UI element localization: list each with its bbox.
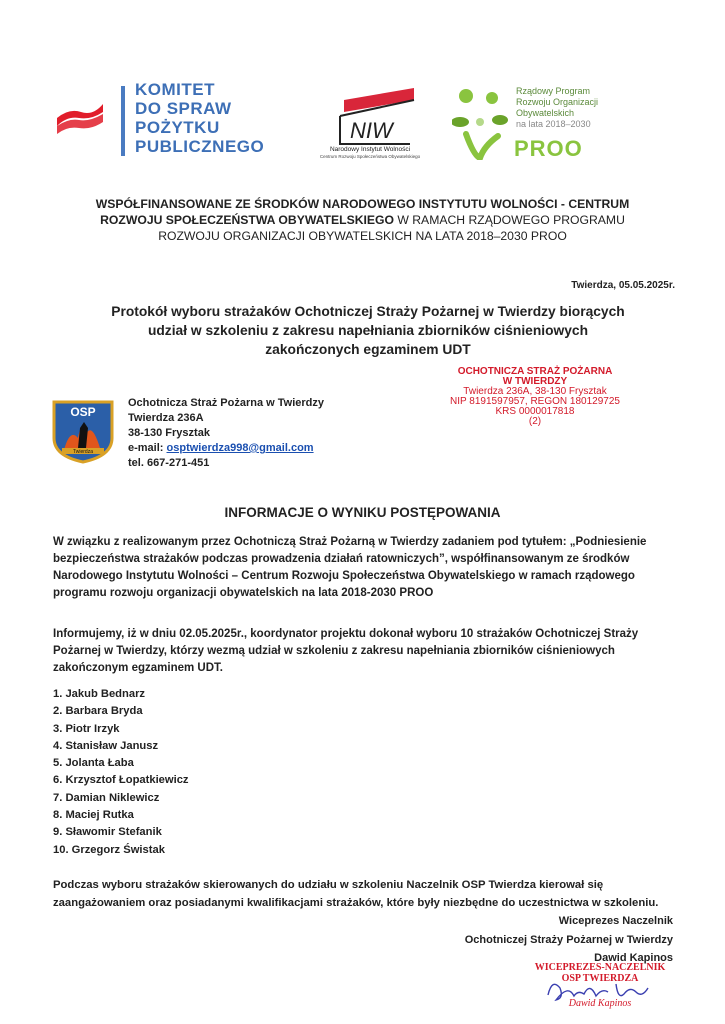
list-item: 1. Jakub Bednarz (53, 688, 146, 700)
osp-badge-town: Twierdza (72, 449, 94, 455)
cofinancing-bold: WSPÓŁFINANSOWANE ZE ŚRODKÓW NARODOWEGO INSTYTUTU WOLNOŚCI - CENTRUM ROZWOJU SPOŁECZEŃSTWA OBYWATELSKIEGO (95, 197, 630, 227)
handwritten-signature (538, 970, 658, 1010)
signatory-name: Dawid Kapinos (594, 952, 673, 964)
kpp-line-2: DO SPRAW (135, 99, 232, 118)
osp-name: Ochotnicza Straż Pożarna w Twierdzy (128, 397, 325, 409)
stamp2-line-3: Dawid Kapinos (568, 998, 632, 1009)
proo-line-4: na lata 2018–2030 (516, 119, 591, 129)
osp-badge-icon (50, 398, 116, 464)
kpp-line-3: POŻYTKU (135, 118, 220, 137)
section-heading: INFORMACJE O WYNIKU POSTĘPOWANIA (224, 505, 501, 520)
osp-street: Twierdza 236A (128, 412, 204, 424)
participants-list (53, 686, 189, 859)
signatory-org: Ochotniczej Straży Pożarnej w Twierdzy (464, 933, 673, 946)
kpp-divider (121, 86, 125, 156)
closing-paragraph: Podczas wyboru strażaków skierowanych do udziału w szkoleniu Naczelnik OSP Twierdza kierował się zaangażowaniem oraz posiadanymi kwalifikacjami strażaków, które były niezbędne do uczestnictwa w szkoleniu. (53, 879, 659, 909)
osp-phone: tel. 667-271-451 (128, 457, 210, 469)
stamp-line-5: KRS 0000017818 (495, 406, 575, 417)
proo-mark: PROO (514, 136, 583, 161)
stamp-line-1: OCHOTNICZA STRAŻ POŻARNA (457, 366, 613, 377)
proo-line-3: Obywatelskich (516, 108, 575, 118)
signatory-role: Wiceprezes Naczelnik (558, 915, 673, 927)
stamp-line-3: Twierdza 236A, 38-130 Frysztak (463, 386, 607, 397)
niw-logo (330, 86, 418, 146)
niw-caption: Narodowy Instytut Wolności (329, 146, 411, 153)
kpp-line-4: PUBLICZNEGO (135, 137, 265, 156)
email-link[interactable]: osptwierdza998@gmail.com (166, 442, 314, 454)
stamp-line-2: W TWIERDZY (502, 376, 568, 387)
osp-badge-label: OSP (70, 405, 96, 419)
protocol-title: Protokół wyboru strażaków Ochotniczej Straży Pożarnej w Twierdzy biorących udział w szkoleniu z zakresu napełniania zbiorników ciśnieniowych zakończonych egzaminem UDT (111, 304, 625, 357)
osp-city: 38-130 Frysztak (128, 427, 210, 439)
stamp-line-6: (2) (528, 416, 542, 427)
polish-flag-icon (55, 100, 105, 136)
list-item: 4. Stanisław Janusz (53, 739, 159, 752)
list-item: 10. Grzegorz Świstak (53, 843, 165, 856)
proo-line-1: Rządowy Program (516, 86, 591, 96)
email-label: e-mail: (128, 442, 167, 454)
list-item: 8. Maciej Rutka (53, 809, 134, 822)
list-item: 6. Krzysztof Łopatkiewicz (53, 774, 189, 787)
osp-contact-block (128, 396, 324, 471)
paragraph-intro: W związku z realizowanym przez Ochotniczą Straż Pożarną w Twierdzy zadaniem pod tytułem: „Podniesienie bezpieczeństwa strażaków podczas prowadzenia działań ratowniczych”, współfinansowanym ze środków Narodowego Instytutu Wolności – Centrum Rozwoju Społeczeństwa Obywatelskiego w ramach rządowego programu rozwoju organizacji obywatelskich na lata 2018-2030 PROO (53, 536, 647, 599)
proo-program-text (516, 86, 598, 130)
list-item: 3. Piotr Irzyk (53, 722, 120, 735)
niw-subcaption: Centrum Rozwoju Społeczeństwa Obywatelskiego (319, 154, 421, 159)
proo-line-2: Rozwoju Organizacji (516, 97, 599, 107)
osp-stamp (425, 367, 645, 427)
document-date: Twierdza, 05.05.2025r. (571, 280, 675, 291)
stamp2-line-1: WICEPREZES-NACZELNIK (534, 962, 666, 973)
cofinancing-normal: W RAMACH RZĄDOWEGO PROGRAMU ROZWOJU ORGANIZACJI OBYWATELSKICH NA LATA 2018–2030 PROO (158, 213, 625, 243)
proo-flower-icon (452, 86, 508, 160)
kpp-line-1: KOMITET (135, 80, 215, 99)
niw-mark: NIW (350, 118, 393, 143)
paragraph-selection: Informujemy, iż w dniu 02.05.2025r., koordynator projektu dokonał wyboru 10 strażaków Ochotniczej Straży Pożarnej w Twierdzy, którzy wezmą udział w szkoleniu z zakresu napełniania zbiorników ciśnieniowych zakończonym egzaminem UDT. (53, 628, 639, 674)
stamp2-line-2: OSP TWIERDZA (561, 973, 639, 984)
osp-email-row (128, 441, 324, 456)
kpp-logo-text (135, 80, 264, 156)
list-item: 7. Damian Niklewicz (53, 791, 160, 804)
list-item: 2. Barbara Bryda (53, 705, 143, 718)
stamp-line-4: NIP 8191597957, REGON 180129725 (450, 396, 620, 407)
signatory-block (465, 912, 673, 968)
cofinancing-note (70, 196, 655, 244)
list-item: 5. Jolanta Łaba (53, 757, 134, 770)
list-item: 9. Sławomir Stefanik (53, 826, 162, 839)
